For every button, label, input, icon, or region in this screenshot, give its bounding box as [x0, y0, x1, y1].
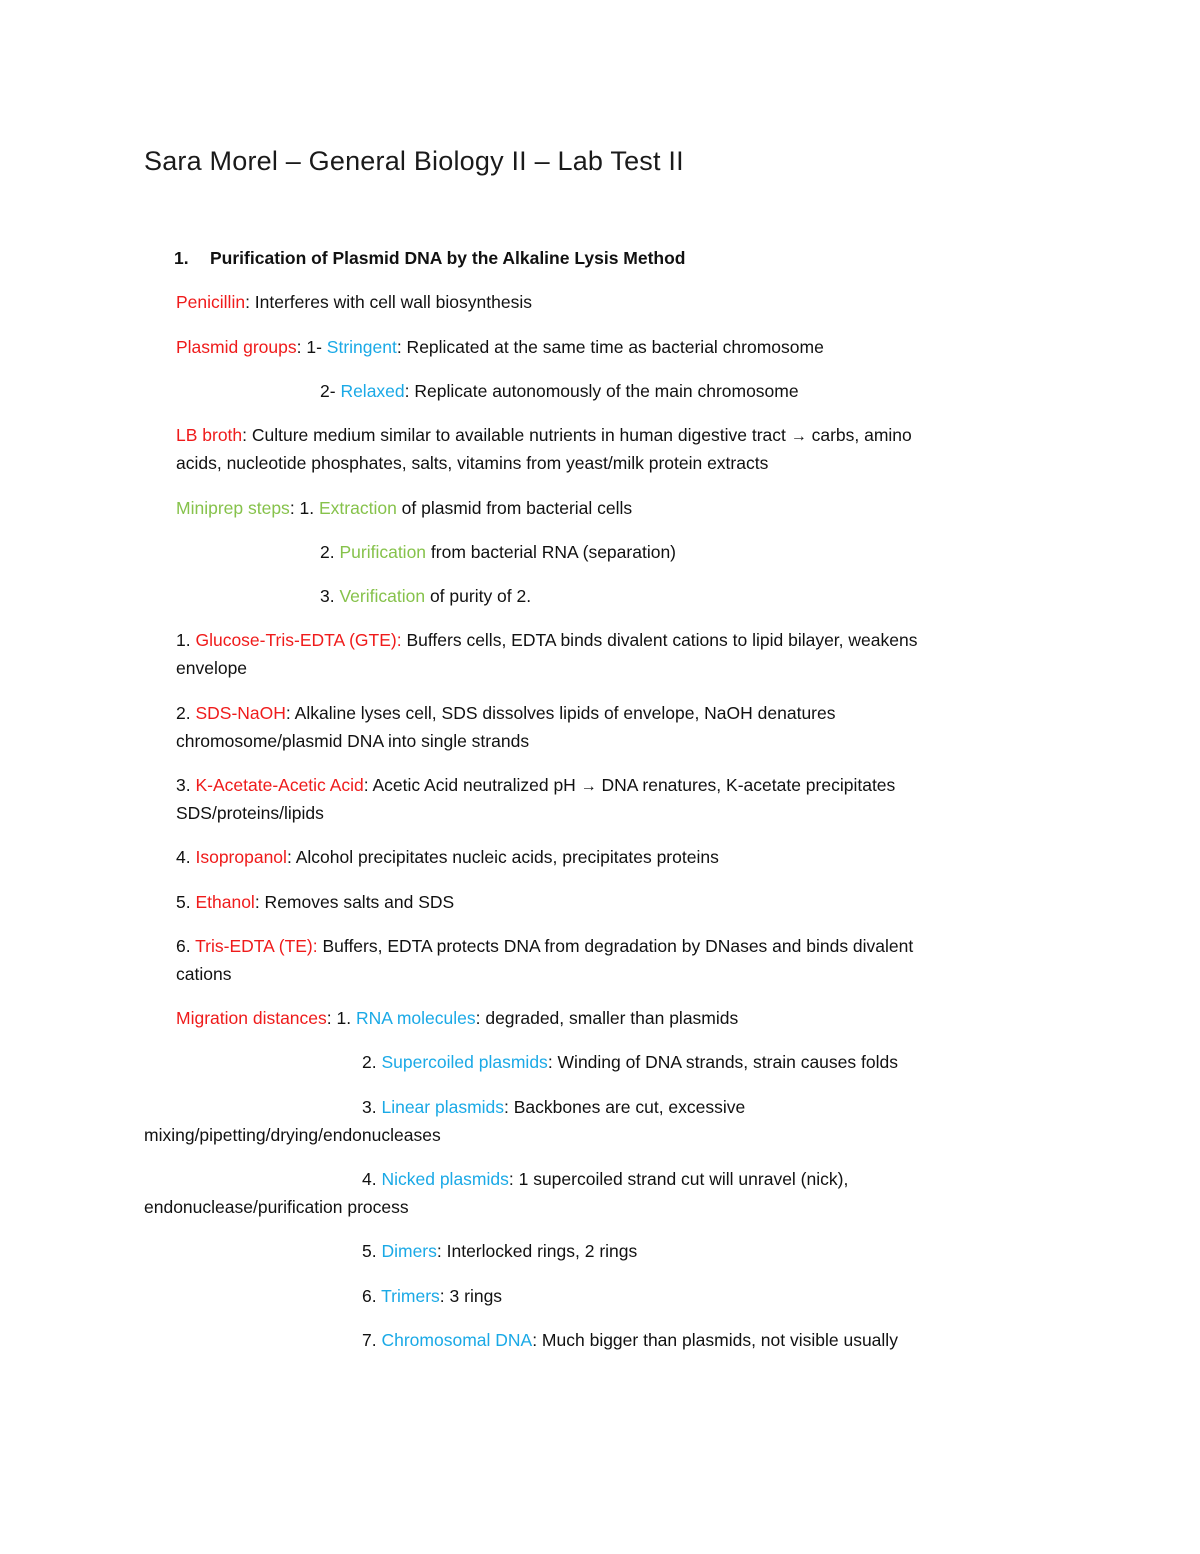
- reagent-2-cont: chromosome/plasmid DNA into single strands: [176, 731, 530, 751]
- reagent-term: Glucose-Tris-EDTA (GTE):: [195, 630, 402, 650]
- section-number: 1.: [174, 248, 189, 268]
- step-2-num: 2.: [320, 542, 340, 562]
- reagent-term: Ethanol: [195, 892, 255, 912]
- reagent-3-cont: SDS/proteins/lipids: [176, 803, 324, 823]
- miniprep-term: Miniprep steps: [176, 498, 290, 518]
- migration-item-num: 4.: [362, 1169, 382, 1189]
- migration-item-term: Supercoiled plasmids: [381, 1052, 548, 1072]
- relaxed-text: : Replicate autonomously of the main chromosome: [404, 381, 799, 401]
- purification-text: from bacterial RNA (separation): [426, 542, 677, 562]
- reagent-num: 2.: [176, 703, 196, 723]
- migration-item-term: Trimers: [381, 1286, 440, 1306]
- miniprep-step-2: [320, 538, 676, 566]
- reagent-text-b: DNA renatures, K-acetate precipitates: [596, 775, 896, 795]
- migration-item-num: 3.: [362, 1097, 382, 1117]
- reagent-term: K-Acetate-Acetic Acid: [195, 775, 364, 795]
- reagent-term: SDS-NaOH: [195, 703, 286, 723]
- migration-item-3-cont: mixing/pipetting/drying/endonucleases: [144, 1125, 441, 1145]
- migration-item-text: : Winding of DNA strands, strain causes folds: [547, 1052, 898, 1072]
- reagent-6: [176, 932, 913, 960]
- purification-term: Purification: [339, 542, 427, 562]
- migration-item-term: Dimers: [381, 1241, 437, 1261]
- lb-broth-text: : Culture medium similar to available nutrients in human digestive tract: [242, 425, 791, 445]
- migration-item-text: : Much bigger than plasmids, not visible usually: [532, 1330, 898, 1350]
- plasmid-groups-line: [176, 333, 824, 361]
- migration-item-term: Chromosomal DNA: [381, 1330, 533, 1350]
- migration-item-text: : degraded, smaller than plasmids: [475, 1008, 739, 1028]
- reagent-4: [176, 843, 719, 871]
- migration-item-term: Linear plasmids: [381, 1097, 505, 1117]
- stringent-text: : Replicated at the same time as bacterial chromosome: [396, 337, 824, 357]
- migration-item-2: [362, 1048, 898, 1076]
- migration-item-7: [362, 1326, 898, 1354]
- migration-item-6: [362, 1282, 502, 1310]
- arrow-icon: →: [790, 428, 807, 445]
- verification-term: Verification: [339, 586, 426, 606]
- reagent-num: 4.: [176, 847, 196, 867]
- migration-item-3: [362, 1093, 745, 1121]
- miniprep-sep: : 1.: [289, 498, 319, 518]
- section-title: Purification of Plasmid DNA by the Alkaline Lysis Method: [210, 248, 686, 268]
- extraction-text: of plasmid from bacterial cells: [396, 498, 633, 518]
- migration-item-text: : Backbones are cut, excessive: [504, 1097, 746, 1117]
- migration-item-5: [362, 1237, 637, 1265]
- reagent-num: 6.: [176, 936, 196, 956]
- miniprep-line: [176, 494, 632, 522]
- reagent-num: 3.: [176, 775, 196, 795]
- section-heading: [174, 244, 686, 272]
- penicillin-text: : Interferes with cell wall biosynthesis: [245, 292, 532, 312]
- stringent-term: Stringent: [326, 337, 397, 357]
- relaxed-line: [320, 377, 799, 405]
- reagent-text: Buffers cells, EDTA binds divalent cations to lipid bilayer, weakens: [401, 630, 918, 650]
- plasmid-groups-term: Plasmid groups: [176, 337, 297, 357]
- reagent-text: : Alkaline lyses cell, SDS dissolves lipids of envelope, NaOH denatures: [285, 703, 836, 723]
- plasmid-groups-sep: : 1-: [296, 337, 327, 357]
- migration-item-num: 7.: [362, 1330, 382, 1350]
- migration-item-term: RNA molecules: [355, 1008, 476, 1028]
- extraction-term: Extraction: [319, 498, 397, 518]
- reagent-2: [176, 699, 835, 727]
- migration-item-num: 6.: [362, 1286, 382, 1306]
- migration-sep: : 1.: [326, 1008, 356, 1028]
- migration-item-text: : 1 supercoiled strand cut will unravel (nick),: [508, 1169, 849, 1189]
- reagent-num: 5.: [176, 892, 196, 912]
- reagent-text: : Acetic Acid neutralized pH: [363, 775, 581, 795]
- migration-item-term: Nicked plasmids: [381, 1169, 509, 1189]
- relaxed-num: 2-: [320, 381, 341, 401]
- reagent-text: Buffers, EDTA protects DNA from degradation by DNases and binds divalent: [317, 936, 914, 956]
- reagent-1: [176, 626, 917, 654]
- migration-line: [176, 1004, 738, 1032]
- migration-item-text: : 3 rings: [439, 1286, 503, 1306]
- reagent-num: 1.: [176, 630, 196, 650]
- reagent-3: [176, 771, 895, 801]
- verification-text: of purity of 2.: [425, 586, 532, 606]
- lb-broth-line-2: acids, nucleotide phosphates, salts, vitamins from yeast/milk protein extracts: [176, 453, 769, 473]
- reagent-term: Tris-EDTA (TE):: [195, 936, 318, 956]
- reagent-text: : Alcohol precipitates nucleic acids, precipitates proteins: [286, 847, 719, 867]
- reagent-1-cont: envelope: [176, 658, 248, 678]
- lb-broth-term: LB broth: [176, 425, 243, 445]
- migration-item-num: 2.: [362, 1052, 382, 1072]
- document-title: Sara Morel – General Biology II – Lab Test II: [144, 146, 684, 176]
- reagent-5: [176, 888, 454, 916]
- reagent-6-cont: cations: [176, 964, 232, 984]
- lb-broth-text-b: carbs, amino: [806, 425, 912, 445]
- migration-term: Migration distances: [176, 1008, 327, 1028]
- migration-item-4: [362, 1165, 848, 1193]
- migration-item-4-cont: endonuclease/purification process: [144, 1197, 409, 1217]
- penicillin-line: [176, 288, 532, 316]
- lb-broth-line: [176, 421, 912, 451]
- penicillin-term: Penicillin: [176, 292, 246, 312]
- miniprep-step-3: [320, 582, 531, 610]
- relaxed-term: Relaxed: [340, 381, 405, 401]
- reagent-text: : Removes salts and SDS: [254, 892, 455, 912]
- arrow-icon: →: [580, 778, 597, 795]
- migration-item-num: 5.: [362, 1241, 382, 1261]
- step-3-num: 3.: [320, 586, 340, 606]
- migration-item-text: : Interlocked rings, 2 rings: [436, 1241, 638, 1261]
- reagent-term: Isopropanol: [195, 847, 287, 867]
